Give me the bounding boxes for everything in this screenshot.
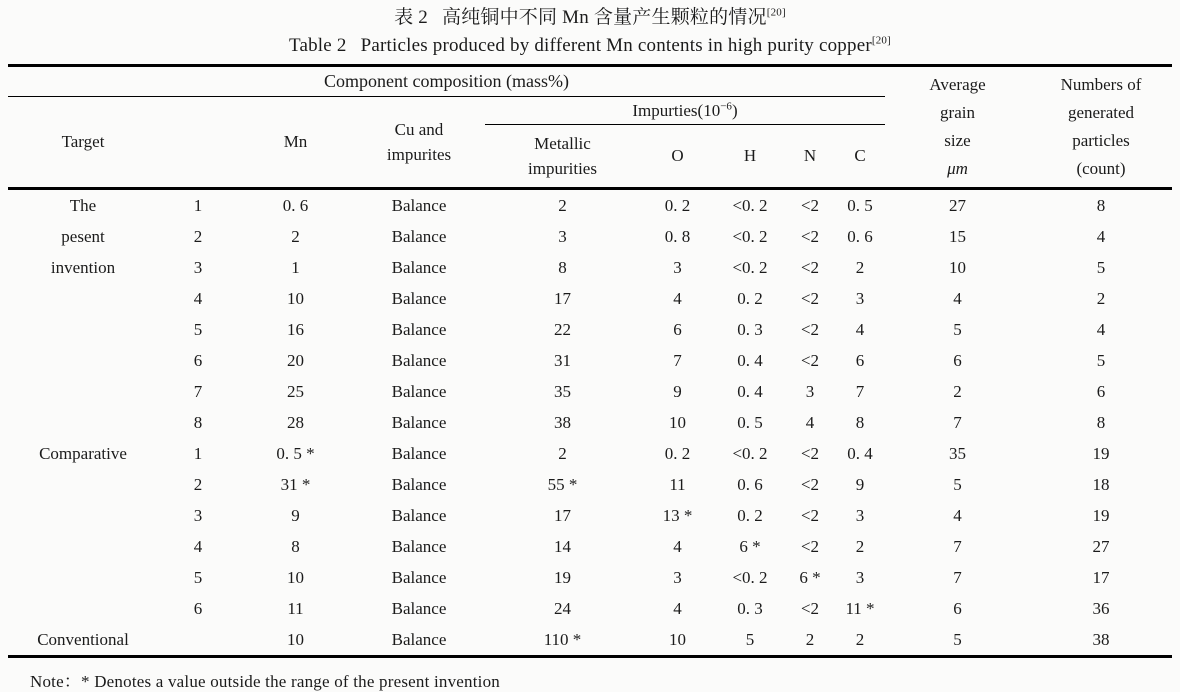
table-row	[8, 314, 1172, 345]
header-impurities-group	[485, 97, 885, 125]
cell-target	[8, 500, 158, 531]
header-impurities-exponent: −6	[720, 99, 732, 112]
cell-target: Conventional	[8, 624, 158, 657]
cell-metallic: 17	[554, 288, 571, 308]
cell-mn: 10	[238, 624, 353, 657]
cell-target	[8, 531, 158, 562]
table-row	[8, 562, 1172, 593]
table-number-zh: 表 2	[394, 7, 428, 28]
cell-h: <0. 2	[732, 195, 768, 215]
table-row	[8, 469, 1172, 500]
cell-grain: 27	[949, 195, 967, 215]
cell-cu: Balance	[391, 195, 447, 215]
cell-h: 0. 3	[737, 598, 763, 618]
header-nitrogen: N	[785, 125, 835, 189]
cell-n: 6 *	[799, 567, 821, 587]
table-row	[8, 283, 1172, 314]
cell-c: 8	[855, 412, 865, 432]
cell-h: 6 *	[739, 536, 761, 556]
cell-metallic: 110 *	[485, 624, 640, 657]
table-row	[8, 345, 1172, 376]
cell-particles: 27	[1092, 536, 1110, 556]
cell-h: 0. 2	[737, 505, 763, 525]
cell-mn: 16	[287, 319, 304, 339]
table-row	[8, 624, 1172, 657]
cell-o: 6	[673, 319, 682, 339]
cell-c: 0. 6	[847, 226, 873, 246]
cell-cu: Balance	[391, 536, 447, 556]
cell-no: 3	[193, 505, 203, 525]
cell-mn: 2	[291, 226, 300, 246]
cell-cu: Balance	[353, 624, 485, 657]
cell-no: 2	[193, 226, 203, 246]
cell-cu: Balance	[391, 505, 447, 525]
cell-cu: Balance	[391, 350, 447, 370]
header-component-composition: Component composition (mass%)	[8, 66, 885, 97]
cell-grain: 7	[953, 412, 962, 432]
cell-c: 0. 5	[847, 195, 873, 215]
cell-mn: 28	[287, 412, 304, 432]
cell-n: <2	[800, 257, 820, 277]
header-carbon: C	[835, 125, 885, 189]
cell-mn: 31 *	[280, 474, 311, 494]
cell-metallic: 2	[558, 195, 567, 215]
cell-o: 10	[640, 624, 715, 657]
cell-cu: Balance	[391, 443, 447, 463]
cell-o: 9	[673, 381, 682, 401]
header-num-line3: particles	[1072, 131, 1130, 150]
cell-h: 0. 5	[737, 412, 763, 432]
cell-particles: 2	[1096, 288, 1106, 308]
cell-h: 0. 2	[737, 288, 763, 308]
cell-mn: 10	[287, 567, 304, 587]
header-oxygen: O	[640, 125, 715, 189]
table-number-en: Table 2	[289, 35, 347, 56]
cell-cu: Balance	[391, 319, 447, 339]
header-cu-line1: Cu and	[394, 120, 444, 139]
table-row	[8, 531, 1172, 562]
cell-grain: 5	[885, 624, 1030, 657]
cell-metallic: 35	[554, 381, 571, 401]
cell-o: 3	[673, 567, 682, 587]
cell-metallic: 38	[554, 412, 571, 432]
table-row	[8, 189, 1172, 222]
cell-mn: 25	[287, 381, 304, 401]
cell-c: 6	[855, 350, 865, 370]
header-metallic-impurities	[485, 125, 640, 189]
cell-c: 2	[835, 624, 885, 657]
cell-particles: 36	[1092, 598, 1110, 618]
cell-metallic: 3	[558, 226, 567, 246]
cell-target: Comparative	[39, 443, 127, 463]
cell-target: pesent	[61, 226, 105, 246]
header-numbers-of-particles	[1030, 66, 1172, 189]
cell-no: 2	[193, 474, 203, 494]
cell-target	[8, 376, 158, 407]
header-hydrogen: H	[715, 125, 785, 189]
cell-n: <2	[800, 443, 820, 463]
cell-o: 10	[669, 412, 686, 432]
cell-no: 4	[193, 536, 203, 556]
cell-metallic: 55 *	[547, 474, 578, 494]
cell-o: 4	[673, 598, 682, 618]
cell-o: 3	[673, 257, 682, 277]
cell-grain: 5	[953, 474, 962, 494]
cell-cu: Balance	[391, 567, 447, 587]
table-row	[8, 252, 1172, 283]
cell-c: 3	[855, 505, 865, 525]
cell-particles: 38	[1030, 624, 1172, 657]
cell-no	[158, 624, 238, 657]
header-num-line2: generated	[1067, 103, 1135, 122]
header-avg-line3: size	[944, 131, 971, 150]
header-metallic-line1: Metallic	[534, 134, 591, 153]
cell-h: 0. 6	[737, 474, 763, 494]
cell-no: 7	[193, 381, 203, 401]
cell-c: 2	[855, 257, 865, 277]
cell-c: 2	[855, 536, 865, 556]
cell-particles: 4	[1096, 319, 1106, 339]
header-impurities-label: Impurties(10	[632, 100, 721, 120]
cell-particles: 4	[1096, 226, 1106, 246]
cell-particles: 6	[1096, 381, 1106, 401]
cell-grain: 4	[953, 505, 962, 525]
cell-no: 1	[193, 195, 203, 215]
cell-c: 3	[855, 288, 865, 308]
cell-c: 11 *	[845, 598, 875, 618]
cell-target	[8, 562, 158, 593]
citation-sup-zh: [20]	[766, 6, 786, 19]
cell-n: 3	[805, 381, 815, 401]
cell-o: 4	[673, 536, 682, 556]
table-title-zh-text: 高纯铜中不同 Mn 含量产生颗粒的情况	[442, 7, 767, 28]
cell-o: 0. 2	[664, 443, 691, 463]
cell-o: 11	[669, 474, 686, 494]
header-cu-line2: impurites	[386, 145, 452, 164]
cell-h: 0. 4	[737, 350, 763, 370]
cell-o: 0. 2	[664, 195, 691, 215]
cell-metallic: 24	[554, 598, 571, 618]
cell-metallic: 19	[554, 567, 571, 587]
cell-grain: 35	[949, 443, 967, 463]
cell-mn: 1	[291, 257, 300, 277]
table-row	[8, 500, 1172, 531]
table-title-zh	[0, 0, 1180, 31]
table-row	[8, 221, 1172, 252]
table-title-en-text: Particles produced by different Mn contents in high purity copper	[360, 35, 872, 56]
table-row	[8, 376, 1172, 407]
cell-particles: 8	[1096, 412, 1106, 432]
table-header	[8, 66, 1172, 189]
cell-h: 0. 3	[737, 319, 763, 339]
header-avg-line1: Average	[929, 75, 986, 94]
cell-grain: 15	[949, 226, 967, 246]
cell-o: 13 *	[662, 505, 693, 525]
cell-target: The	[69, 195, 97, 215]
header-sample-number	[158, 97, 238, 189]
cell-mn: 11	[287, 598, 304, 618]
cell-h: <0. 2	[732, 257, 768, 277]
citation-sup-en: [20]	[871, 34, 891, 47]
cell-target	[8, 407, 158, 438]
cell-h: <0. 2	[732, 443, 768, 463]
cell-particles: 18	[1092, 474, 1110, 494]
cell-no: 1	[193, 443, 203, 463]
cell-no: 8	[193, 412, 203, 432]
cell-mn: 0. 5 *	[276, 443, 315, 463]
cell-grain: 4	[953, 288, 962, 308]
cell-c: 0. 4	[847, 443, 873, 463]
cell-cu: Balance	[391, 474, 447, 494]
cell-metallic: 2	[558, 443, 567, 463]
cell-particles: 17	[1092, 567, 1110, 587]
cell-n: 2	[785, 624, 835, 657]
cell-particles: 5	[1096, 257, 1106, 277]
cell-target	[8, 283, 158, 314]
cell-cu: Balance	[391, 598, 447, 618]
cell-c: 4	[855, 319, 865, 339]
cell-grain: 5	[953, 319, 962, 339]
cell-target: invention	[50, 257, 116, 277]
table-title-en	[0, 33, 1180, 59]
cell-n: <2	[800, 598, 820, 618]
cell-n: <2	[800, 350, 820, 370]
cell-h: 5	[715, 624, 785, 657]
cell-c: 7	[855, 381, 865, 401]
table-row	[8, 438, 1172, 469]
header-avg-unit: μm	[947, 159, 968, 178]
table-row	[8, 593, 1172, 624]
header-num-line1: Numbers of	[1060, 75, 1142, 94]
cell-metallic: 22	[554, 319, 571, 339]
cell-no: 3	[193, 257, 203, 277]
cell-o: 4	[673, 288, 682, 308]
cell-metallic: 17	[554, 505, 571, 525]
cell-target	[8, 345, 158, 376]
cell-n: <2	[800, 319, 820, 339]
cell-n: 4	[805, 412, 815, 432]
cell-o: 7	[673, 350, 682, 370]
cell-grain: 6	[953, 350, 962, 370]
cell-mn: 0. 6	[282, 195, 309, 215]
cell-grain: 7	[953, 536, 962, 556]
cell-no: 5	[193, 319, 203, 339]
cell-particles: 19	[1092, 443, 1110, 463]
cell-h: <0. 2	[732, 226, 768, 246]
cell-n: <2	[800, 288, 820, 308]
cell-cu: Balance	[391, 288, 447, 308]
cell-o: 0. 8	[664, 226, 691, 246]
cell-no: 6	[193, 598, 203, 618]
cell-metallic: 8	[558, 257, 567, 277]
cell-target	[8, 469, 158, 500]
cell-cu: Balance	[391, 412, 447, 432]
cell-cu: Balance	[391, 257, 447, 277]
header-average-grain-size	[885, 66, 1030, 189]
cell-particles: 5	[1096, 350, 1106, 370]
header-metallic-line2: impurities	[528, 159, 597, 178]
cell-target	[8, 314, 158, 345]
header-target: Target	[8, 97, 158, 189]
cell-mn: 8	[291, 536, 300, 556]
table-footnote: Note：* Denotes a value outside the range of the present invention	[30, 672, 500, 691]
cell-grain: 6	[953, 598, 962, 618]
cell-n: <2	[800, 536, 820, 556]
cell-cu: Balance	[391, 226, 447, 246]
table-body	[8, 189, 1172, 657]
cell-grain: 10	[949, 257, 967, 277]
header-mn: Mn	[238, 97, 353, 189]
cell-n: <2	[800, 474, 820, 494]
cell-c: 9	[855, 474, 865, 494]
cell-h: <0. 2	[732, 567, 768, 587]
cell-target	[8, 593, 158, 624]
cell-no: 6	[193, 350, 203, 370]
header-num-line4: (count)	[1076, 159, 1126, 178]
cell-no: 4	[193, 288, 203, 308]
cell-n: <2	[800, 195, 820, 215]
cell-c: 3	[855, 567, 865, 587]
cell-grain: 7	[953, 567, 962, 587]
cell-mn: 10	[287, 288, 304, 308]
data-table	[8, 64, 1172, 658]
cell-grain: 2	[953, 381, 962, 401]
cell-mn: 20	[287, 350, 304, 370]
cell-particles: 19	[1092, 505, 1110, 525]
cell-no: 5	[193, 567, 203, 587]
header-cu-and-impurities	[353, 97, 485, 189]
cell-n: <2	[800, 226, 820, 246]
cell-metallic: 31	[554, 350, 571, 370]
header-impurities-paren: )	[731, 100, 738, 120]
cell-mn: 9	[291, 505, 300, 525]
cell-h: 0. 4	[737, 381, 763, 401]
cell-n: <2	[800, 505, 820, 525]
header-avg-line2: grain	[940, 103, 975, 122]
cell-particles: 8	[1096, 195, 1106, 215]
cell-metallic: 14	[554, 536, 571, 556]
table-row	[8, 407, 1172, 438]
cell-cu: Balance	[391, 381, 447, 401]
